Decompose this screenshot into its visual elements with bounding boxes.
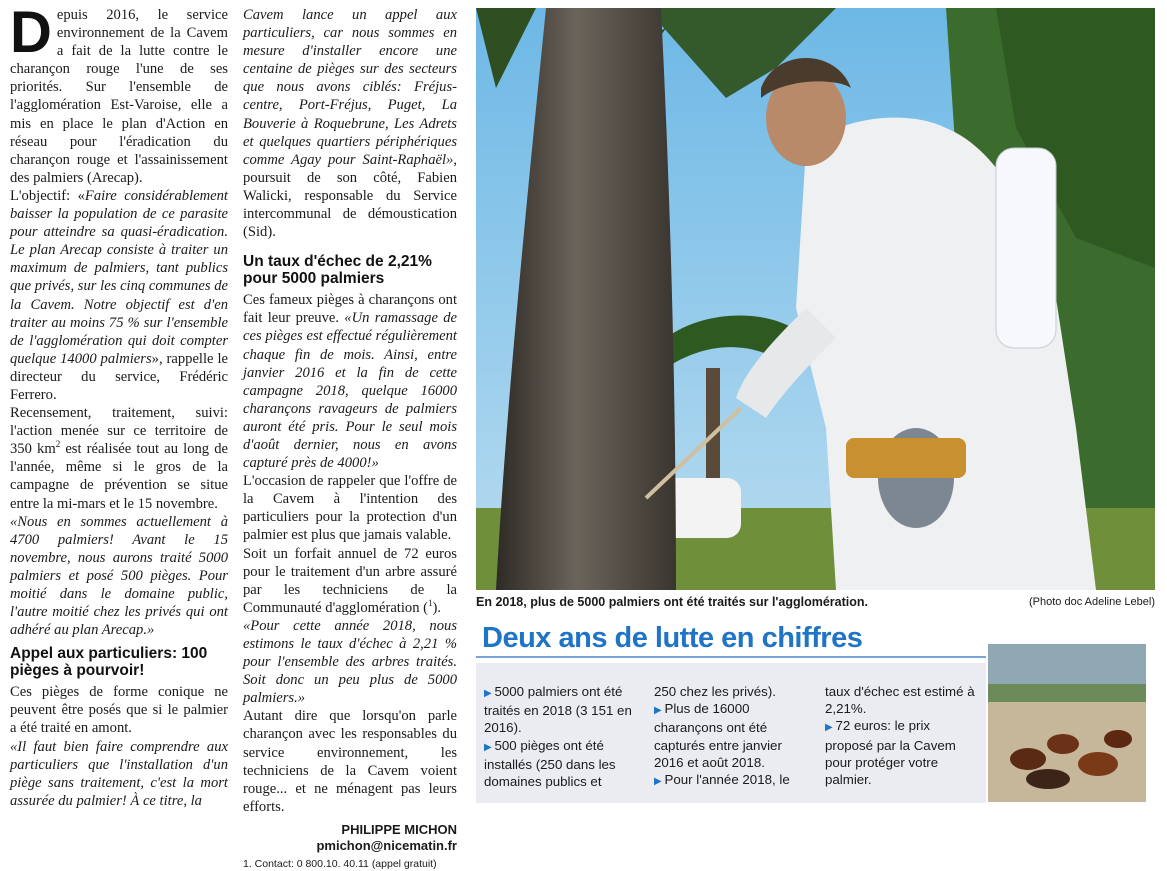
paragraph: Autant dire que lorsqu'on parle charançon avec les responsables du service environnement, les techniciens de la Cavem voient rouge... et ne ménagent pas leurs efforts. — [243, 708, 457, 815]
fact-text: 5000 palmiers ont été traités en 2018 (3 151 en 2016). — [484, 684, 632, 736]
facts-column-1 — [484, 683, 640, 790]
paragraph — [10, 404, 228, 513]
text: , poursuit de son côté, Fabien Walicki, responsable du Service intercommunal de démoustication (Sid). — [243, 151, 457, 241]
quote-paragraph: «Nous en sommes actuellement à 4700 palmiers! Avant le 15 novembre, nous aurons traité 5000 palmiers et posé 500 pièges. Pour moitié dans le domaine public, l'autre moitié chez les privés qui ont adhéré au plan Arecap.» — [10, 513, 228, 639]
arrow-icon: ▶ — [484, 688, 495, 699]
subheading-taux: Un taux d'échec de 2,21% pour 5000 palmiers — [243, 253, 432, 288]
superscript: 1 — [428, 597, 433, 608]
fact-text: 500 pièges ont été installés (250 dans les domaines publics et — [484, 737, 616, 790]
facts-box — [476, 620, 1155, 805]
article-column-2 — [243, 6, 457, 871]
text: ). — [432, 599, 442, 616]
text: L'objectif: « — [10, 187, 85, 204]
arrow-icon: ▶ — [825, 722, 836, 734]
superscript: 2 — [55, 439, 61, 450]
fact-item — [654, 771, 810, 790]
fact-item — [825, 717, 975, 788]
paragraph — [10, 187, 228, 404]
facts-column-2 — [654, 683, 810, 790]
quote-paragraph: «Pour cette année 2018, nous estimons le taux d'échec à 2,21 % pour l'ensemble des arbres traités. Soit donc un peu plus de 5000 palmiers.» — [243, 617, 457, 707]
facts-box-title: Deux ans de lutte en chiffres — [482, 622, 863, 654]
text: est réalisée tout au long de l'année, même si le gros de la campagne de prévention se situe entre la mi-mars et le 15 novembre. — [10, 441, 229, 512]
arrow-icon: ▶ — [484, 741, 495, 753]
author-name: PHILIPPE MICHON — [341, 821, 457, 837]
fact-item — [654, 700, 810, 771]
footnote: 1. Contact: 0 800.10. 40.11 (appel gratuit) — [243, 857, 437, 870]
paragraph — [243, 291, 457, 472]
fact-item — [484, 737, 640, 791]
arrow-icon: ▶ — [654, 705, 665, 717]
author-email[interactable]: pmichon@nicematin.fr — [316, 837, 457, 853]
quote: «Un ramassage de ces pièges est effectué régulièrement chaque fin de mois. Ainsi, entre janvier 2016 et la fin de cette campagne 2018, quelque 16000 charançons ravageurs de palmiers auront été pris. Pour le seul mois d'août dernier, nous en avons capturé près de 4000!» — [243, 310, 457, 472]
facts-column-3 — [825, 683, 975, 788]
text: », rappelle le directeur du service, Frédéric Ferrero. — [10, 350, 228, 403]
drop-cap: D — [10, 0, 52, 65]
article-column-1 — [10, 0, 229, 810]
photo-caption: En 2018, plus de 5000 palmiers ont été traités sur l'agglomération. — [476, 595, 868, 609]
fact-text: 72 euros: le prix proposé par la Cavem pour protéger votre palmier. — [825, 718, 956, 788]
photo-illustration — [476, 8, 1155, 590]
text: Recensement, traitement, suivi: l'action menée sur ce territoire de 350 km — [10, 405, 228, 458]
fact-item — [484, 683, 640, 737]
text: Soit un forfait annuel de 72 euros pour le traitement d'un arbre assuré par les techniciens de la Communauté d'agglomération ( — [243, 545, 457, 616]
quote-paragraph: «Il faut bien faire comprendre aux particuliers que l'installation d'un piège sans traitement, c'est la mort assurée du palmier! À ce titre, la — [10, 738, 228, 809]
text: Ces fameux pièges à charançons ont fait leur preuve. — [243, 292, 457, 327]
paragraph-text: epuis 2016, le service environnement de la Cavem a fait de la lutte contre le charançon rouge l'une de ses priorités. Sur l'ensemble de l'agglomération Est-Varoise, elle a mis en place le plan d'Action en réseau pour l'éradication du charançon rouge et l'assainissement des palmiers (Arecap). — [10, 7, 228, 186]
paragraph: L'occasion de rappeler que l'offre de la Cavem à l'intention des particuliers pour la protection d'un palmier est plus que jamais valable. — [243, 473, 457, 544]
arrow-icon: ▶ — [654, 776, 665, 788]
weevil-illustration — [988, 644, 1146, 802]
paragraph — [10, 0, 228, 187]
fact-text: taux d'échec est estimé à 2,21%. — [825, 684, 975, 717]
main-photo — [476, 8, 1155, 590]
quote: Faire considérablement baisser la population de ce parasite pour atteindre sa quasi-éradication. Le plan Arecap consiste à traiter un maximum de palmiers, tant publics que privés, sur les cinq communes de la Cavem. Notre objectif est d'en traiter au moins 75 % sur l'ensemble de l'agglomération qui doit compter quelque 14000 palmiers — [10, 187, 228, 367]
quote: Cavem lance un appel aux particuliers, car nous sommes en mesure d'installer encore une centaine de pièges sur des secteurs que nous avons ciblés: Fréjus-centre, Port-Fréjus, Puget, La Bouverie à Roquebrune, Les Adrets et quelques quartiers périphériques comme Agay pour Saint-Raphaël» — [243, 7, 457, 168]
paragraph: Ces pièges de forme conique ne peuvent être posés que si le palmier a été traité en amont. — [10, 684, 228, 737]
photo-caption-bar — [476, 595, 1155, 613]
paragraph — [243, 545, 457, 617]
fact-text: Plus de 16000 charançons ont été capturés entre janvier 2016 et août 2018. — [654, 701, 782, 770]
divider — [476, 656, 986, 658]
fact-text: Pour l'année 2018, le — [664, 772, 790, 788]
fact-text: 250 chez les privés). — [654, 684, 776, 699]
paragraph — [243, 6, 457, 241]
photo-credit: (Photo doc Adeline Lebel) — [1029, 596, 1155, 608]
weevil-photo — [988, 644, 1146, 802]
subheading-appel: Appel aux particuliers: 100 pièges à pourvoir! — [10, 645, 208, 680]
